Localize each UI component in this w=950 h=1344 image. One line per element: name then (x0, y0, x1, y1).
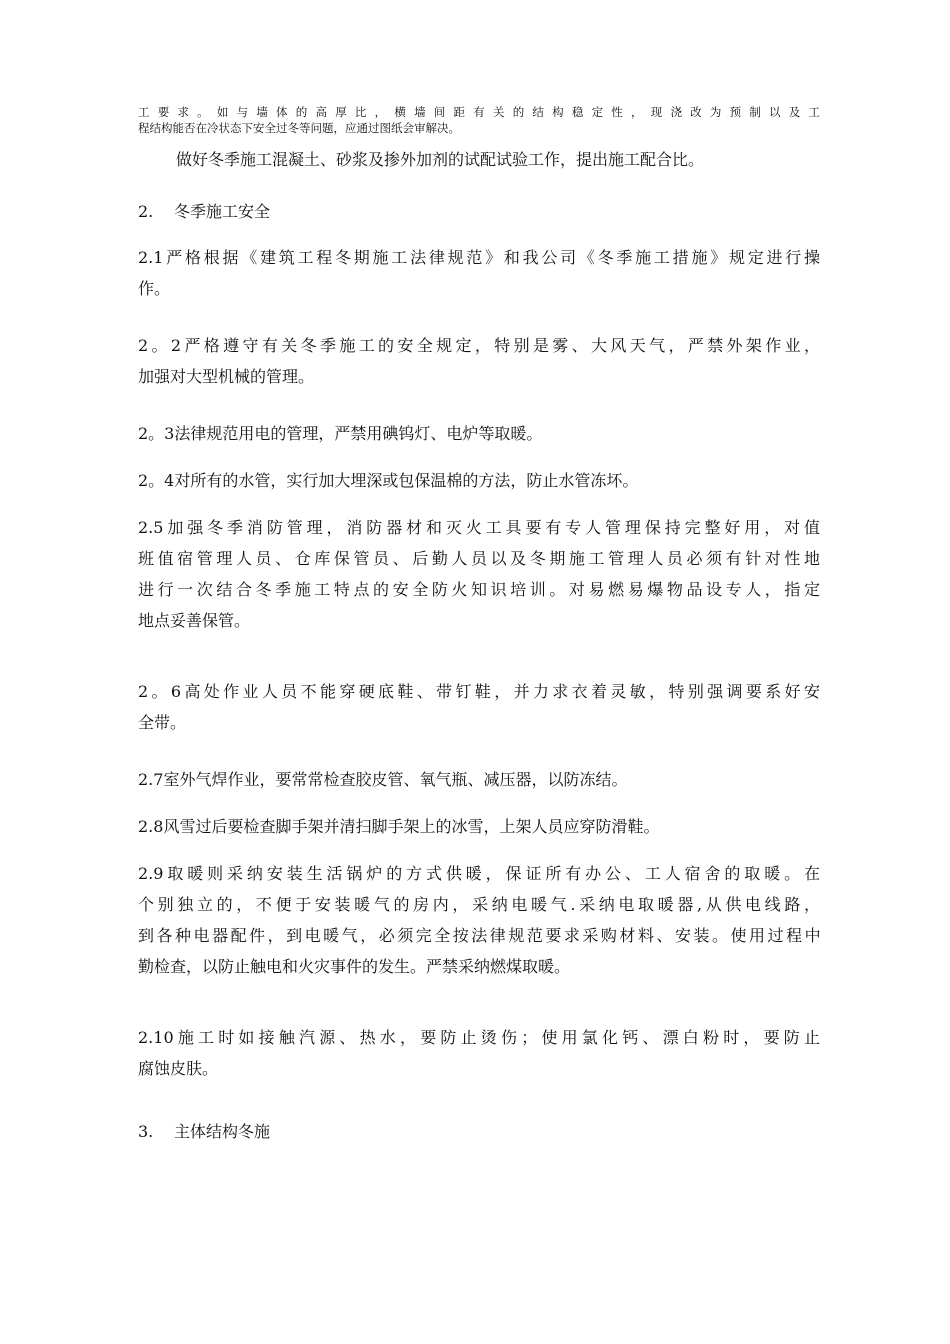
section-3-heading (138, 1116, 270, 1147)
section-3-title: 主体结构冬施 (174, 1122, 271, 1141)
intro-paragraph (138, 104, 820, 136)
item-2-1-line-2: 作。 (138, 279, 171, 298)
section-2-title: 冬季施工安全 (174, 202, 271, 221)
item-2-10 (138, 1022, 820, 1084)
item-2-10-line-1: 2.10施工时如接触汽源、热水，要防止烫伤；使用氯化钙、漂白粉时，要防止 (138, 1028, 820, 1047)
item-2-9-line-1: 2.9取暖则采纳安装生活锅炉的方式供暖，保证所有办公、工人宿舍的取暖。在 (138, 864, 820, 883)
section-3-number: 3. (138, 1122, 154, 1141)
section-2-number: 2. (138, 202, 154, 221)
item-2-4-line-1: 2。4对所有的水管，实行加大埋深或包保温棉的方法，防止水管冻坏。 (138, 471, 639, 490)
item-2-2-line-2: 加强对大型机械的管理。 (138, 367, 315, 386)
item-2-9-line-4: 勤检查，以防止触电和火灾事件的发生。严禁采纳燃煤取暖。 (138, 957, 571, 976)
item-2-9 (138, 858, 820, 982)
intro-line-2: 程结构能否在冷状态下安全过冬等问题，应通过图纸会审解决。 (138, 121, 460, 135)
item-2-5 (138, 512, 820, 636)
item-2-5-line-3: 进行一次结合冬季施工特点的安全防火知识培训。对易燃易爆物品设专人，指定 (138, 580, 820, 599)
item-2-2 (138, 330, 820, 392)
item-2-5-line-2: 班值宿管理人员、仓库保管员、后勤人员以及冬期施工管理人员必须有针对性地 (138, 549, 820, 568)
item-2-5-line-1: 2.5加强冬季消防管理，消防器材和灭火工具要有专人管理保持完整好用，对值 (138, 518, 820, 537)
item-2-1 (138, 242, 820, 304)
item-2-9-line-3: 到各种电器配件，到电暖气，必须完全按法律规范要求采购材料、安装。使用过程中 (138, 926, 820, 945)
item-2-9-line-2: 个别独立的，不便于安装暖气的房内，采纳电暖气.采纳电取暖器,从供电线路， (138, 895, 820, 914)
item-2-1-line-1: 2.1严格根据《建筑工程冬期施工法律规范》和我公司《冬季施工措施》规定进行操 (138, 248, 820, 267)
prep-line: 做好冬季施工混凝土、砂浆及掺外加剂的试配试验工作，提出施工配合比。 (176, 150, 705, 169)
intro-line-1: 工要求。如与墙体的高厚比，横墙间距有关的结构稳定性，现浇改为预制以及工 (138, 105, 820, 119)
item-2-8-line-1: 2.8风雪过后要检查脚手架并清扫脚手架上的冰雪，上架人员应穿防滑鞋。 (138, 817, 660, 836)
item-2-8 (138, 811, 820, 842)
item-2-6-line-2: 全带。 (138, 713, 187, 732)
item-2-7 (138, 764, 820, 795)
item-2-4 (138, 465, 820, 496)
item-2-6 (138, 676, 820, 738)
item-2-5-line-4: 地点妥善保管。 (138, 611, 251, 630)
section-2-heading (138, 196, 270, 227)
item-2-7-line-1: 2.7室外气焊作业，要常常检查胶皮管、氧气瓶、减压器，以防冻结。 (138, 770, 628, 789)
item-2-6-line-1: 2。6高处作业人员不能穿硬底鞋、带钉鞋，并力求衣着灵敏，特别强调要系好安 (138, 682, 820, 701)
prep-paragraph (138, 144, 820, 175)
item-2-3 (138, 418, 820, 449)
item-2-3-line-1: 2。3法律规范用电的管理，严禁用碘钨灯、电炉等取暖。 (138, 424, 543, 443)
item-2-2-line-1: 2。2严格遵守有关冬季施工的安全规定，特别是雾、大风天气，严禁外架作业， (138, 336, 820, 355)
item-2-10-line-2: 腐蚀皮肤。 (138, 1059, 219, 1078)
